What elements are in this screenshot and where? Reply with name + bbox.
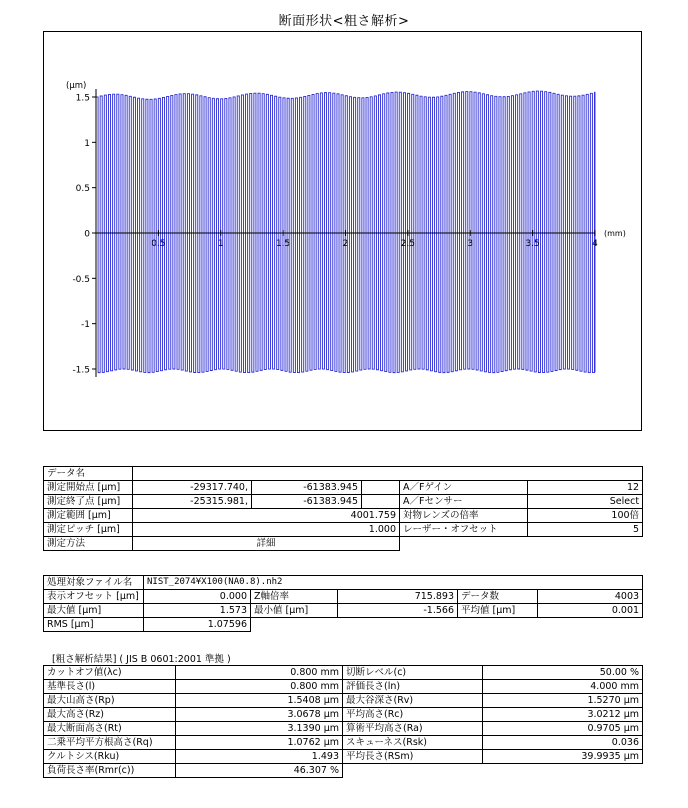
x-tick-label: 2	[342, 239, 349, 249]
roughness-param-value: 50.00 %	[483, 666, 643, 680]
roughness-param-label: 切断レベル(c)	[343, 666, 483, 680]
file-value: NIST_2074¥X100(NA0.8).nh2	[144, 576, 643, 590]
table-row	[44, 590, 643, 604]
data-count-value: 4003	[538, 590, 643, 604]
roughness-param-value: 3.1390 μm	[176, 722, 343, 736]
roughness-param-label: 平均高さ(Rc)	[343, 708, 483, 722]
x-tick-label: 1	[217, 239, 224, 249]
z-scale-label: Z軸倍率	[251, 590, 338, 604]
data-count-label: データ数	[458, 590, 538, 604]
display-offset-label: 表示オフセット [μm]	[44, 590, 144, 604]
af-sensor-value: Select	[528, 495, 643, 509]
table-row	[44, 680, 643, 694]
end-point-label: 測定終了点 [μm]	[44, 495, 133, 509]
roughness-param-value: 1.493	[176, 750, 343, 764]
roughness-param-label: 最大谷深さ(Rv)	[343, 694, 483, 708]
roughness-param-label: 最大山高さ(Rp)	[44, 694, 176, 708]
roughness-param-label: 負荷長さ率(Rmr(c))	[44, 764, 176, 778]
x-tick-label: 0.5	[151, 239, 166, 249]
x-tick-label: 1.5	[275, 239, 291, 249]
min-label: 最小値 [μm]	[251, 604, 338, 618]
y-tick-label: -0.5	[72, 274, 90, 285]
roughness-param-value: 0.800 mm	[176, 666, 343, 680]
roughness-param-value: 0.9705 μm	[483, 722, 643, 736]
table-row	[44, 576, 643, 590]
pitch-value: 1.000	[133, 523, 400, 537]
start-point-x: -29317.740,	[133, 481, 252, 495]
laser-offset-label: レーザー・オフセット	[400, 523, 528, 537]
af-gain-label: A／Fゲイン	[400, 481, 528, 495]
laser-offset-value: 5	[528, 523, 643, 537]
roughness-param-value: 0.036	[483, 736, 643, 750]
start-point-y: -61383.945	[252, 481, 362, 495]
roughness-param-value: 0.800 mm	[176, 680, 343, 694]
table-row	[44, 736, 643, 750]
start-point-label: 測定開始点 [μm]	[44, 481, 133, 495]
mean-label: 平均値 [μm]	[458, 604, 538, 618]
range-label: 測定範囲 [μm]	[44, 509, 133, 523]
rms-value: 1.07596	[144, 618, 251, 632]
table-row	[44, 467, 643, 481]
profile-chart	[43, 31, 642, 431]
max-value: 1.573	[144, 604, 251, 618]
roughness-param-label: 最大断面高さ(Rt)	[44, 722, 176, 736]
roughness-param-label: クルトシス(Rku)	[44, 750, 176, 764]
roughness-param-label: 二乗平均平方根高さ(Rq)	[44, 736, 176, 750]
roughness-heading: [粗さ解析結果] ( JIS B 0601:2001 準拠 )	[52, 654, 231, 665]
table-row	[44, 764, 643, 778]
table-row	[44, 708, 643, 722]
table-row	[44, 495, 643, 509]
roughness-param-value: 3.0678 μm	[176, 708, 343, 722]
roughness-param-value: 4.000 mm	[483, 680, 643, 694]
y-tick-label: 0	[84, 229, 90, 240]
table-row	[44, 750, 643, 764]
z-scale-value: 715.893	[338, 590, 458, 604]
mean-value: 0.001	[538, 604, 643, 618]
roughness-param-value	[483, 764, 643, 778]
pitch-label: 測定ピッチ [μm]	[44, 523, 133, 537]
roughness-param-label: 算術平均高さ(Ra)	[343, 722, 483, 736]
data-name-label: データ名	[44, 467, 133, 481]
table-row	[44, 509, 643, 523]
display-offset-value: 0.000	[144, 590, 251, 604]
roughness-param-label: 最大高さ(Rz)	[44, 708, 176, 722]
method-value: 詳細	[133, 537, 400, 551]
data-name-value	[133, 467, 643, 481]
y-tick-label: -1	[81, 320, 90, 331]
y-axis-unit-label: (μm)	[66, 81, 87, 91]
x-tick-label: 2.5	[400, 239, 416, 249]
roughness-param-label	[343, 764, 483, 778]
roughness-param-label: 平均長さ(RSm)	[343, 750, 483, 764]
roughness-param-value: 3.0212 μm	[483, 708, 643, 722]
table-row	[44, 523, 643, 537]
roughness-param-value: 46.307 %	[176, 764, 343, 778]
x-tick-label: 3	[467, 239, 474, 249]
processing-table	[43, 575, 643, 632]
roughness-param-label: スキューネス(Rsk)	[343, 736, 483, 750]
roughness-param-label: 基準長さ(l)	[44, 680, 176, 694]
roughness-param-value: 1.5270 μm	[483, 694, 643, 708]
objective-label: 対物レンズの倍率	[400, 509, 528, 523]
roughness-param-value: 39.9935 μm	[483, 750, 643, 764]
table-row	[44, 618, 643, 632]
af-gain-value: 12	[528, 481, 643, 495]
method-label: 測定方法	[44, 537, 133, 551]
y-tick-label: 1	[84, 138, 90, 149]
end-point-y: -61383.945	[252, 495, 362, 509]
max-label: 最大値 [μm]	[44, 604, 144, 618]
profile-chart-svg	[44, 32, 643, 432]
table-row	[44, 537, 643, 551]
y-tick-label: 0.5	[75, 184, 90, 195]
min-value: -1.566	[338, 604, 458, 618]
table-row	[44, 722, 643, 736]
end-point-x: -25315.981,	[133, 495, 252, 509]
table-row	[44, 694, 643, 708]
x-tick-label: 3.5	[525, 239, 540, 249]
y-tick-label: -1.5	[72, 365, 90, 376]
roughness-param-label: カットオフ値(λc)	[44, 666, 176, 680]
page-title: 断面形状<粗さ解析>	[278, 14, 410, 29]
file-label: 処理対象ファイル名	[44, 576, 144, 590]
range-value: 4001.759	[133, 509, 400, 523]
roughness-param-value: 1.0762 μm	[176, 736, 343, 750]
x-tick-label: 4	[592, 239, 598, 249]
y-tick-label: 1.5	[75, 93, 90, 104]
table-row	[44, 666, 643, 680]
roughness-param-label: 評価長さ(ln)	[343, 680, 483, 694]
roughness-param-value: 1.5408 μm	[176, 694, 343, 708]
measurement-info-table	[43, 466, 643, 551]
af-sensor-label: A／Fセンサー	[400, 495, 528, 509]
roughness-table	[43, 665, 643, 778]
table-row	[44, 481, 643, 495]
table-row	[44, 604, 643, 618]
x-axis-unit-label: (mm)	[604, 229, 626, 238]
objective-value: 100倍	[528, 509, 643, 523]
rms-label: RMS [μm]	[44, 618, 144, 632]
